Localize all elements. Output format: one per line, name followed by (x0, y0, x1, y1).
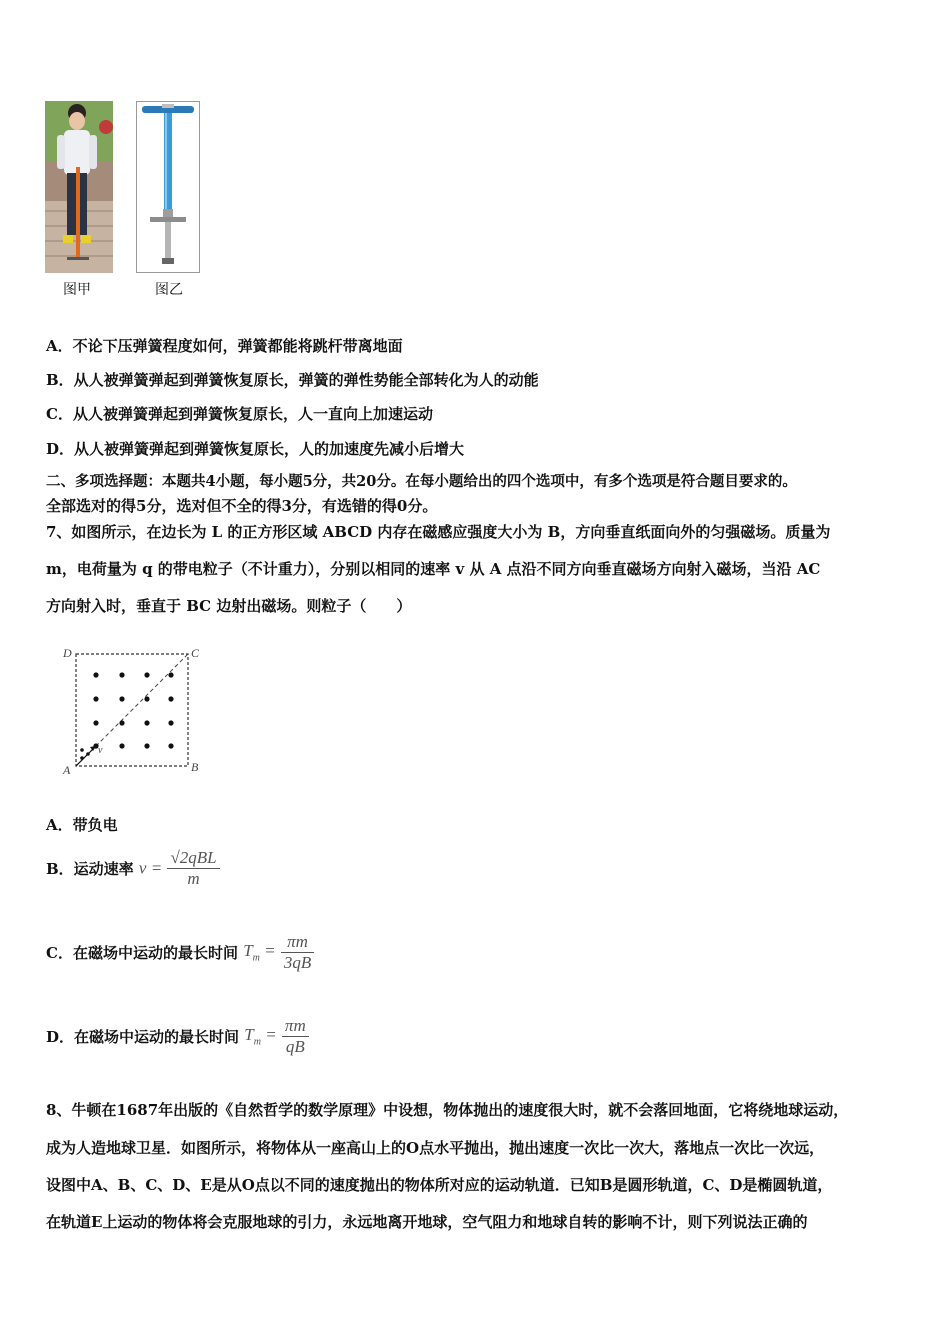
q8-stem-line1: 8、牛顿在1687年出版的《自然哲学的数学原理》中设想，物体抛出的速度很大时，就不会落回地面，它将绕地球运动， (46, 1101, 849, 1119)
section2-heading-line2: 全部选对的得5分，选对但不全的得3分，有选错的得0分。 (46, 497, 438, 515)
q7-option-c (46, 932, 314, 973)
q7-option-d-numerator: πm (282, 1016, 309, 1037)
q7-option-d-fraction (282, 1016, 309, 1057)
q7-option-b-fraction (167, 848, 219, 889)
label-c: C (191, 646, 200, 660)
q7-stem-line3: 方向射入时，垂直于 BC 边射出磁场。则粒子（ ） (46, 597, 412, 615)
q8-stem-line4: 在轨道E上运动的物体将会克服地球的引力，永远地离开地球，空气阻力和地球自转的影响不计，则下列说法正确的 (46, 1213, 808, 1231)
section2-heading-line1: 二、多项选择题：本题共4小题，每小题5分，共20分。在每小题给出的四个选项中，有多个选项是符合题目要求的。 (46, 473, 797, 490)
q7-option-b-lhs: v = (138, 858, 163, 878)
q7-option-d-lhs: $T_m$ = (244, 1025, 277, 1048)
label-b: B (191, 760, 199, 774)
label-a: A (63, 763, 71, 777)
q7-option-d-denominator: qB (285, 1037, 305, 1056)
q6-option-b: B．从人被弹簧弹起到弹簧恢复原长，弹簧的弹性势能全部转化为人的动能 (46, 371, 539, 389)
q7-option-b-denominator: m (187, 869, 200, 888)
q7-stem-line1: 7、如图所示，在边长为 L 的正方形区域 ABCD 内存在磁感应强度大小为 B，方向垂直纸面向外的匀强磁场。质量为 (46, 523, 831, 541)
q7-option-c-label: C．在磁场中运动的最长时间 (46, 944, 238, 962)
q7-option-b-label: B．运动速率 (46, 860, 134, 878)
q7-option-c-lhs: $T_m$ = (243, 941, 276, 964)
q6-option-c: C．从人被弹簧弹起到弹簧恢复原长，人一直向上加速运动 (46, 405, 433, 423)
label-v: v (98, 745, 103, 756)
q7-option-a: A．带负电 (46, 816, 118, 834)
q7-option-b-numerator: √2qBL (167, 848, 219, 869)
q6-option-a: A．不论下压弹簧程度如何，弹簧都能将跳杆带离地面 (46, 337, 403, 355)
figure-pogo-stick (136, 101, 200, 273)
q7-option-d-label: D．在磁场中运动的最长时间 (46, 1028, 240, 1046)
q7-option-b (46, 848, 220, 889)
q7-option-c-denominator: 3qB (283, 953, 312, 972)
figure-a-caption: 图甲 (63, 282, 91, 298)
q8-stem-line2: 成为人造地球卫星．如图所示，将物体从一座高山上的O点水平抛出，抛出速度一次比一次大，落地点一次比一次远， (46, 1139, 825, 1157)
q7-option-c-fraction (281, 932, 314, 973)
q8-stem-line3: 设图中A、B、C、D、E是从O点以不同的速度抛出的物体所对应的运动轨道．已知B是圆形轨道，C、D是椭圆轨道， (46, 1176, 833, 1194)
figure-b-caption: 图乙 (155, 282, 183, 298)
q7-option-c-numerator: πm (281, 932, 314, 953)
q7-stem-line2: m，电荷量为 q 的带电粒子（不计重力），分别以相同的速率 v 从 A 点沿不同方向垂直磁场方向射入磁场，当沿 AC (46, 560, 821, 578)
q6-option-d: D．从人被弹簧弹起到弹簧恢复原长，人的加速度先减小后增大 (46, 440, 465, 458)
q7-option-d (46, 1016, 309, 1057)
figure-magnetic-square (58, 644, 208, 779)
figure-child-photo (45, 101, 113, 273)
label-d: D (63, 646, 72, 660)
